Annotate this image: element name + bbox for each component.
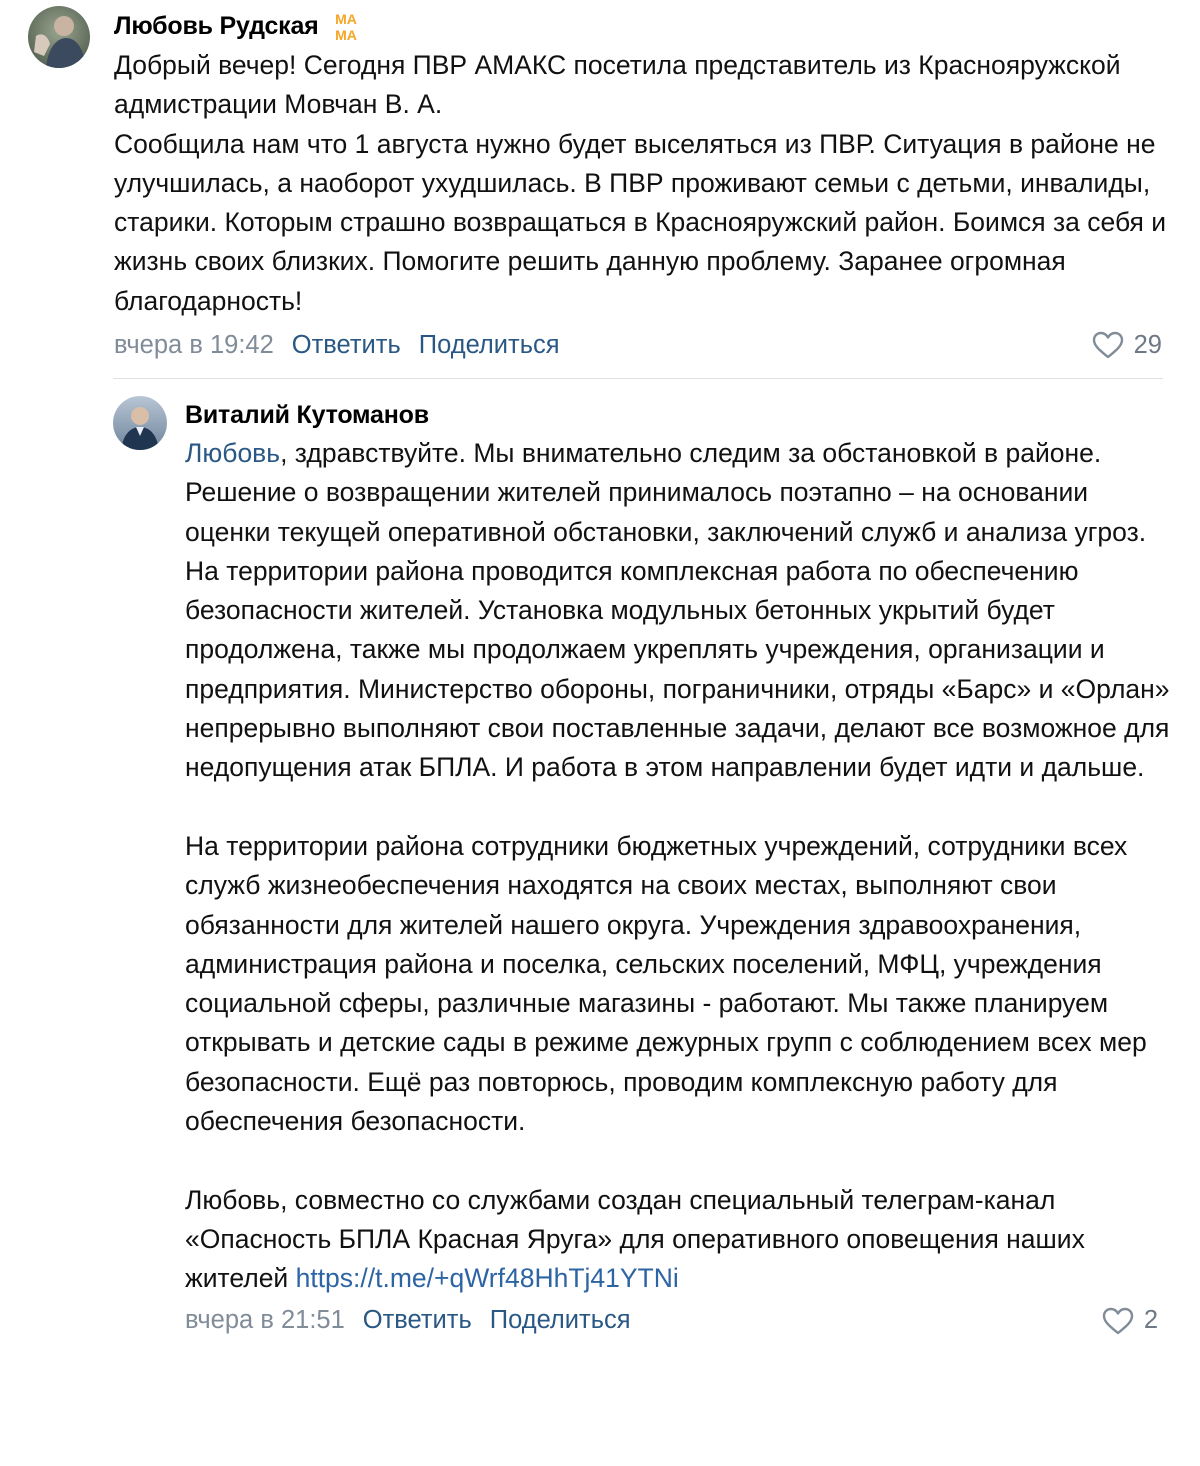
mention-link[interactable]: Любовь: [185, 438, 281, 468]
svg-text:МА: МА: [334, 27, 357, 43]
svg-text:МА: МА: [334, 11, 357, 27]
comment-reply: [113, 396, 1173, 1342]
reply-button[interactable]: Ответить: [362, 1306, 472, 1335]
comment-text-body: , здравствуйте. Мы внимательно следим за обстановкой в районе. Решение о возвращении жителей принималось поэтапно – на основании оценки текущей оперативной обстановки, заключений служб и анализа угроз. На территории района проводится комплексная работа по обеспечению безопасности жителей. Установка модульных бетонных укрытий будет продолжена, также мы продолжаем укреплять учреждения, организации и предприятия. Министерство обороны, пограничники, отряды «Барс» и «Орлан» непрерывно выполняют свои поставленные задачи, делают все возможное для недопущения атак БПЛА. И работа в этом направлении будет идти и дальше. На территории района сотрудники бюджетных учреждений, сотрудники всех служб жизнеобеспечения находятся на своих местах, выполняют свои обязанности для жителей нашего округа. Учреждения здравоохранения, администрация района и поселка, сельских поселений, МФЦ, учреждения социальной сферы, различные магазины - работают. Мы также планируем открывать и детские сады в режиме дежурных групп с соблюдением всех мер безопасности. Ещё раз повторюсь, проводим комплексную работу для обеспечения безопасности. Любовь, совместно со службами создан специальный телеграм-канал «Опасность БПЛА Красная Яруга» для оперативного оповещения наших жителей: [185, 438, 1170, 1294]
comment-timestamp[interactable]: вчера в 19:42: [114, 330, 274, 359]
like-button[interactable]: [1102, 1300, 1158, 1342]
avatar-photo-icon: [113, 396, 167, 450]
heart-outline-icon: [1092, 331, 1124, 359]
telegram-link[interactable]: https://t.me/+qWrf48HhTj41YTNi: [295, 1263, 679, 1294]
mama-badge-icon: [329, 9, 363, 43]
comment-author[interactable]: Виталий Кутоманов: [185, 400, 429, 429]
like-count: 2: [1143, 1306, 1158, 1335]
avatar[interactable]: [28, 6, 90, 68]
comment-text: [185, 434, 1175, 1299]
comment-timestamp[interactable]: вчера в 21:51: [185, 1306, 345, 1335]
avatar[interactable]: [113, 396, 167, 450]
share-button[interactable]: Поделиться: [489, 1306, 631, 1335]
avatar-photo-icon: [28, 6, 90, 68]
comment-text: Добрый вечер! Сегодня ПВР АМАКС посетила представитель из Краснояружской адмистрации Мовчан В. А. Сообщила нам что 1 августа нужно будет выселяться из ПВР. Ситуация в районе не улучшилась, а наоборот ухудшилась. В ПВР проживают семьи с детьми, инвалиды, старики. Которым страшно возвращаться в Краснояружский район. Боимся за себя и жизнь своих близких. Помогите решить данную проблему. Заранее огромная благодарность!: [114, 50, 1167, 316]
heart-outline-icon: [1102, 1307, 1134, 1335]
divider: [113, 378, 1163, 379]
like-count: 29: [1133, 330, 1162, 359]
like-button[interactable]: [1092, 324, 1162, 366]
share-button[interactable]: Поделиться: [418, 330, 560, 359]
reply-button[interactable]: Ответить: [291, 330, 401, 359]
comment: [28, 6, 1168, 366]
comment-author[interactable]: Любовь Рудская: [114, 11, 319, 40]
